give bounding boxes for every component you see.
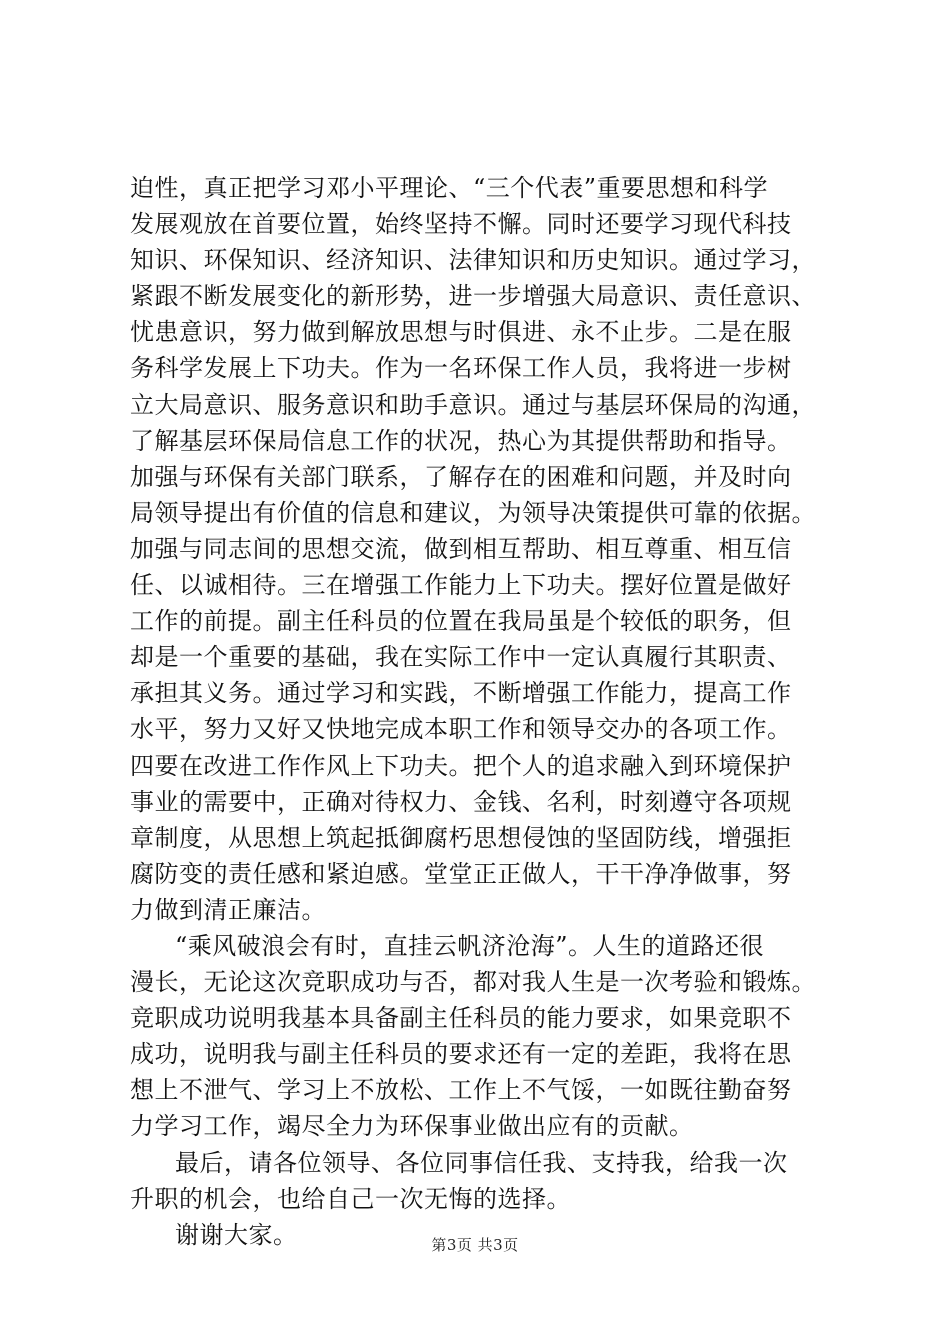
text-line: 务科学发展上下功夫。作为一名环保工作人员，我将进一步树 (130, 354, 792, 383)
text-line: 立大局意识、服务意识和助手意识。通过与基层环保局的沟通， (130, 390, 816, 419)
text-line: 工作的前提。副主任科员的位置在我局虽是个较低的职务，但 (130, 607, 792, 636)
text-line: 升职的机会，也给自己一次无悔的选择。 (130, 1184, 571, 1213)
text-line: 紧跟不断发展变化的新形势，进一步增强大局意识、责任意识、 (130, 282, 816, 311)
text-line: 迫性，真正把学习邓小平理论、“三个代表”重要思想和科学 (130, 174, 769, 202)
closing-line: 谢谢大家。 (175, 1220, 298, 1249)
text-line: 任、以诚相待。三在增强工作能力上下功夫。摆好位置是做好 (130, 571, 792, 600)
text-line: 腐防变的责任感和紧迫感。堂堂正正做人，干干净净做事，努 (130, 859, 792, 888)
document-body (130, 170, 830, 1253)
text-line: 加强与环保有关部门联系，了解存在的困难和问题，并及时向 (130, 462, 792, 491)
text-line: 发展观放在首要位置，始终坚持不懈。同时还要学习现代科技 (130, 210, 792, 239)
text-line: 章制度，从思想上筑起抵御腐朽思想侵蚀的坚固防线，增强拒 (130, 823, 792, 852)
text-line: 力做到清正廉洁。 (130, 895, 326, 924)
text-line: 想上不泄气、学习上不放松、工作上不气馁，一如既往勤奋努 (130, 1076, 792, 1105)
text-line: 竞职成功说明我基本具备副主任科员的能力要求，如果竞职不 (130, 1004, 792, 1033)
page-footer: 第3页 共3页 (431, 1236, 519, 1254)
text-line: 局领导提出有价值的信息和建议，为领导决策提供可靠的依据。 (130, 498, 816, 527)
text-line: 却是一个重要的基础，我在实际工作中一定认真履行其职责、 (130, 643, 792, 672)
paragraph-start-line: 最后，请各位领导、各位同事信任我、支持我，给我一次 (175, 1148, 788, 1177)
text-line: 漫长，无论这次竞职成功与否，都对我人生是一次考验和锻炼。 (130, 968, 816, 997)
text-line: 成功，说明我与副主任科员的要求还有一定的差距，我将在思 (130, 1040, 792, 1069)
text-line: 力学习工作，竭尽全力为环保事业做出应有的贡献。 (130, 1112, 694, 1141)
text-line: 承担其义务。通过学习和实践，不断增强工作能力，提高工作 (130, 679, 792, 708)
text-line: 了解基层环保局信息工作的状况，热心为其提供帮助和指导。 (130, 426, 792, 455)
text-line: 知识、环保知识、经济知识、法律知识和历史知识。通过学习， (130, 246, 816, 275)
paragraph-start-line: “乘风破浪会有时，直挂云帆济沧海”。人生的道路还很 (175, 931, 765, 960)
text-line: 事业的需要中，正确对待权力、金钱、名利，时刻遵守各项规 (130, 787, 792, 816)
text-line: 忧患意识，努力做到解放思想与时俱进、永不止步。二是在服 (130, 318, 792, 347)
text-line: 水平，努力又好又快地完成本职工作和领导交办的各项工作。 (130, 715, 792, 744)
text-line: 四要在改进工作作风上下功夫。把个人的追求融入到环境保护 (130, 751, 792, 780)
text-line: 加强与同志间的思想交流，做到相互帮助、相互尊重、相互信 (130, 534, 792, 563)
